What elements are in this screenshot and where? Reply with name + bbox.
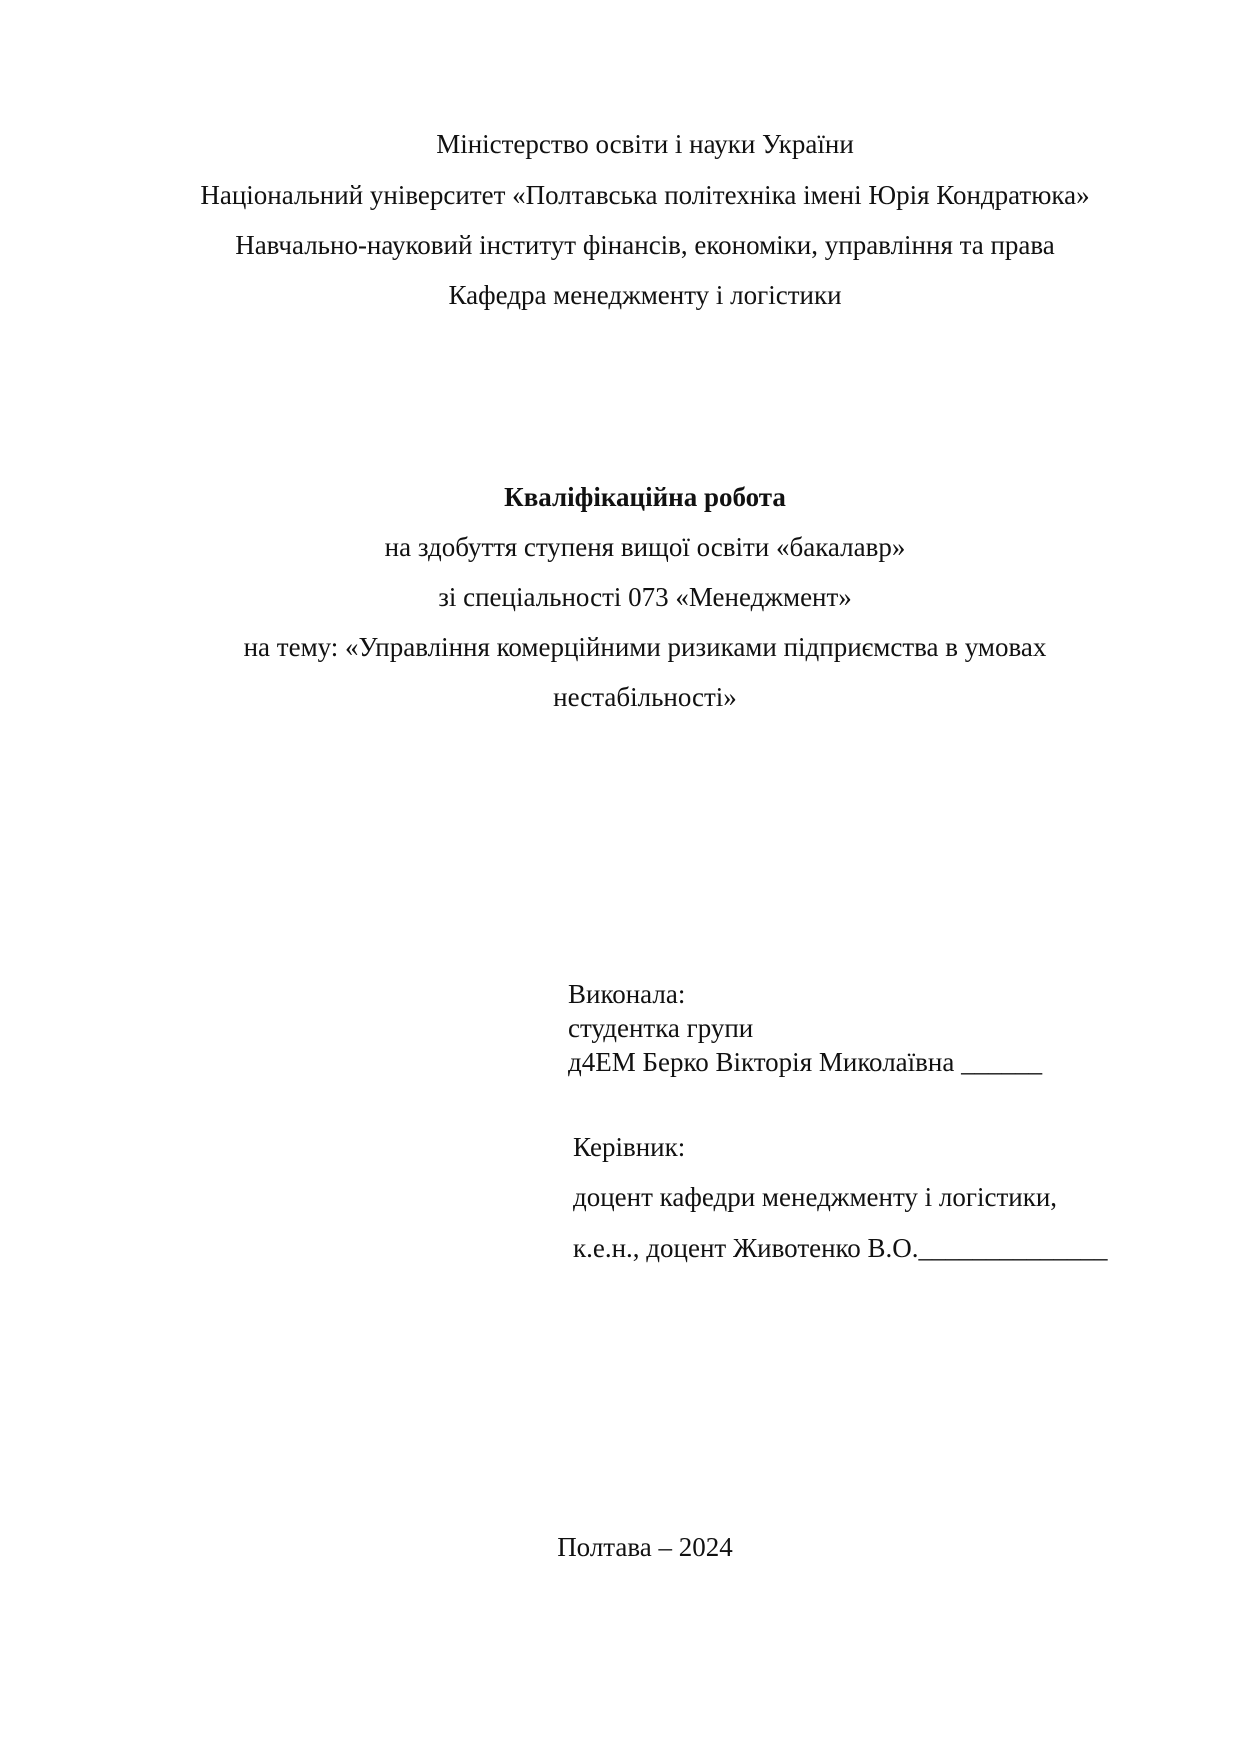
topic-line-1: на тему: «Управління комерційними ризиками підприємства в умовах	[243, 632, 1047, 662]
ministry-line: Міністерство освіти і науки України	[436, 129, 854, 159]
supervisor-name-line: к.е.н., доцент Животенко В.О.______________	[573, 1233, 1108, 1263]
specialty-line: зі спеціальності 073 «Менеджмент»	[438, 582, 852, 612]
author-label: Виконала:	[568, 979, 686, 1009]
degree-line: на здобуття ступеня вищої освіти «бакалавр»	[384, 532, 906, 562]
author-name-line: д4ЕМ Берко Вікторія Миколаївна ______	[568, 1047, 1043, 1077]
institute-line: Навчально-науковий інститут фінансів, економіки, управління та права	[235, 230, 1055, 260]
department-line: Кафедра менеджменту і логістики	[448, 280, 842, 310]
city-year: Полтава – 2024	[557, 1532, 733, 1562]
supervisor-label: Керівник:	[573, 1132, 686, 1162]
supervisor-position: доцент кафедри менеджменту і логістики,	[573, 1182, 1058, 1212]
university-line: Національний університет «Полтавська політехніка імені Юрія Кондратюка»	[200, 180, 1090, 210]
work-title: Кваліфікаційна робота	[504, 482, 786, 512]
topic-line-2: нестабільності»	[553, 682, 737, 712]
author-role: студентка групи	[568, 1013, 754, 1043]
